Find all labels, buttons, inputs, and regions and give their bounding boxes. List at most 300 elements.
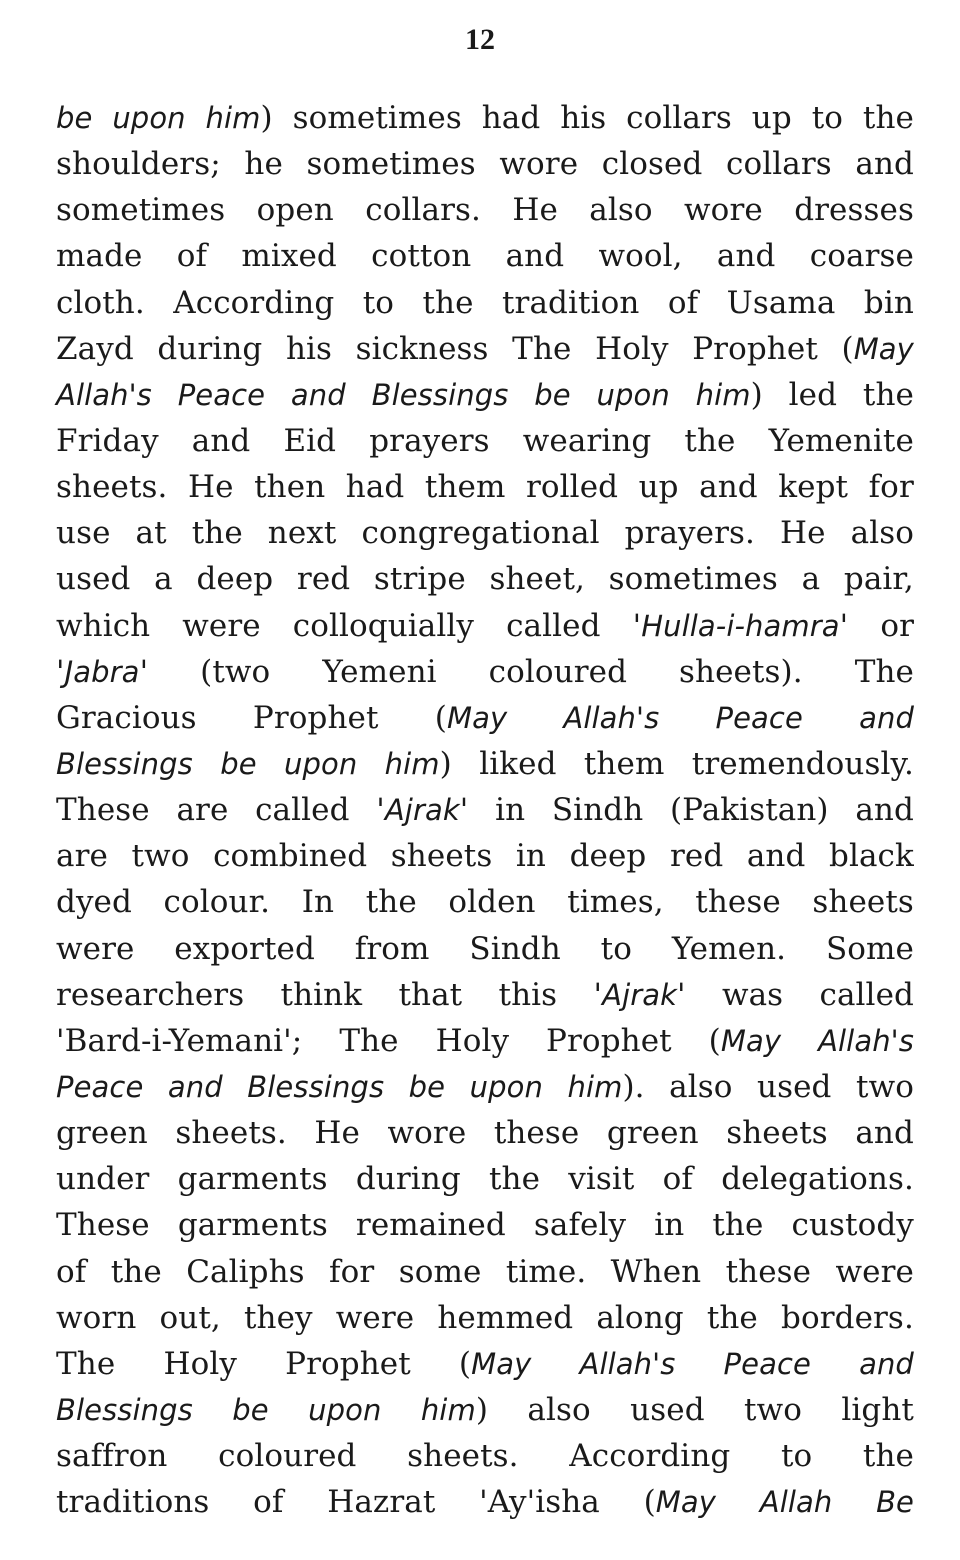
text-run: coloured — [218, 1438, 357, 1475]
text-run: closed — [601, 146, 703, 183]
word — [876, 1479, 914, 1525]
text-run: from — [354, 930, 430, 967]
text-run: called — [255, 792, 350, 829]
word — [182, 603, 260, 649]
text-line — [56, 233, 914, 279]
word — [752, 95, 792, 141]
word — [812, 95, 843, 141]
text-run: they — [243, 1299, 313, 1336]
text-run: He — [780, 515, 826, 552]
word — [495, 787, 525, 833]
text-run: custody — [791, 1207, 914, 1244]
text-run: light — [841, 1391, 914, 1428]
word — [499, 141, 578, 187]
word — [206, 95, 273, 141]
text-run: the — [191, 515, 243, 552]
text-run: congregational — [361, 515, 600, 552]
word — [437, 1295, 573, 1341]
italic-text: Blessings — [56, 1392, 193, 1427]
word — [448, 879, 535, 925]
text-run: ' — [677, 976, 686, 1013]
word — [855, 787, 914, 833]
word — [607, 1110, 699, 1156]
word — [679, 649, 803, 695]
italic-text: Ajrak — [384, 793, 460, 828]
word — [56, 1295, 136, 1341]
text-run: Holy — [163, 1345, 237, 1382]
text-run: or — [880, 607, 914, 644]
italic-text: Blessings — [371, 377, 509, 412]
text-run: were — [335, 1299, 415, 1336]
text-run: Eid — [283, 422, 337, 459]
text-run: wore — [387, 1115, 467, 1152]
word — [163, 1341, 237, 1387]
italic-text: him — [420, 1392, 476, 1427]
text-run: combined — [213, 838, 368, 875]
text-run: which — [56, 607, 151, 644]
word — [178, 1202, 328, 1248]
word — [257, 187, 334, 233]
text-run: green — [606, 1115, 699, 1152]
word — [56, 695, 197, 741]
text-line — [56, 926, 914, 972]
text-run: ) — [475, 1391, 489, 1428]
word — [322, 649, 436, 695]
word — [527, 1387, 590, 1433]
text-run: The — [339, 1022, 399, 1059]
word — [826, 926, 914, 972]
text-run: wore — [684, 192, 763, 229]
word — [489, 1156, 540, 1202]
word — [695, 879, 781, 925]
text-run: ( — [458, 1345, 472, 1382]
word — [339, 1018, 398, 1064]
text-run: olden — [448, 884, 536, 921]
word — [369, 418, 489, 464]
text-run: Yemen. — [671, 930, 787, 967]
word — [459, 1341, 531, 1387]
word — [168, 1064, 223, 1110]
word — [747, 833, 806, 879]
text-run: the — [706, 1299, 758, 1336]
word — [407, 1433, 519, 1479]
word — [626, 95, 732, 141]
text-run: The — [854, 653, 914, 690]
word — [399, 1249, 482, 1295]
word — [356, 1202, 506, 1248]
italic-text: and — [167, 1069, 223, 1104]
text-run: sheets — [726, 1115, 828, 1152]
word — [769, 418, 914, 464]
text-line — [56, 1018, 914, 1064]
word — [512, 326, 571, 372]
text-line — [56, 741, 914, 787]
word — [692, 326, 818, 372]
text-run: bin — [863, 284, 914, 321]
text-run: coarse — [809, 238, 914, 275]
word — [670, 787, 829, 833]
text-run: wearing — [522, 422, 652, 459]
text-run: times, — [567, 884, 664, 921]
word — [361, 510, 599, 556]
italic-text: upon — [112, 101, 186, 135]
word — [56, 141, 221, 187]
text-run: of — [253, 1484, 284, 1521]
text-run: and — [699, 469, 758, 506]
word — [597, 372, 670, 418]
text-run: These — [56, 1207, 150, 1244]
text-run: wore — [499, 146, 579, 183]
text-run: Holy — [435, 1022, 510, 1059]
word — [598, 233, 682, 279]
word — [639, 464, 679, 510]
text-run: also — [850, 515, 914, 552]
word — [307, 141, 476, 187]
word — [724, 1341, 811, 1387]
word — [760, 1479, 833, 1525]
word — [196, 556, 273, 602]
word — [254, 464, 325, 510]
text-run: sheets. — [407, 1438, 519, 1475]
word — [744, 1387, 802, 1433]
text-line — [56, 1064, 914, 1110]
text-run: He — [188, 469, 234, 506]
italic-text: him — [567, 1069, 623, 1104]
text-run: along — [596, 1299, 684, 1336]
word — [864, 280, 914, 326]
text-run: ' — [593, 976, 603, 1013]
word — [56, 1110, 148, 1156]
italic-text: Allah — [759, 1485, 833, 1520]
italic-text: him — [205, 101, 261, 135]
text-run: Caliphs — [186, 1253, 305, 1290]
word — [560, 95, 606, 141]
text-run: in — [515, 838, 547, 875]
text-run: up — [638, 469, 679, 506]
word — [563, 695, 659, 741]
text-run: Yemenite — [768, 422, 914, 459]
word — [192, 510, 243, 556]
text-line — [56, 649, 914, 695]
word — [157, 326, 262, 372]
word — [244, 1295, 313, 1341]
text-run: for — [329, 1253, 375, 1290]
word — [56, 926, 134, 972]
word — [374, 556, 466, 602]
text-run: had — [481, 100, 541, 136]
text-run: colour. — [163, 884, 271, 921]
body-text — [56, 95, 914, 1525]
word — [363, 280, 394, 326]
word — [836, 1249, 914, 1295]
text-run: and — [855, 792, 914, 829]
text-run: also — [669, 1068, 733, 1105]
word — [355, 926, 430, 972]
text-run: ' — [632, 607, 642, 644]
word — [56, 418, 159, 464]
text-run: ( — [434, 699, 447, 736]
word — [253, 695, 379, 741]
italic-text: upon — [308, 1392, 382, 1427]
text-run: tremendously. — [691, 745, 914, 782]
word — [178, 372, 265, 418]
italic-text: and — [859, 700, 914, 735]
word — [856, 1064, 914, 1110]
word — [855, 1110, 914, 1156]
word — [726, 1249, 812, 1295]
text-run: his — [285, 330, 333, 367]
text-run: collars. — [365, 192, 481, 229]
text-run: dyed — [56, 884, 132, 921]
text-run: Usama — [726, 284, 836, 321]
text-line — [56, 556, 914, 602]
italic-text: Blessings — [56, 746, 193, 781]
text-run: In — [301, 884, 335, 921]
text-run: green — [56, 1115, 148, 1152]
text-run: up — [751, 100, 792, 136]
italic-text: Allah's — [56, 377, 152, 412]
text-run: cloth. — [56, 284, 145, 321]
italic-text: Blessings — [247, 1069, 385, 1104]
italic-text: upon — [469, 1069, 543, 1104]
text-run: these — [695, 884, 781, 921]
word — [707, 1295, 758, 1341]
word — [863, 372, 914, 418]
word — [818, 1018, 914, 1064]
text-run: use — [56, 515, 111, 552]
text-run: think — [280, 976, 363, 1013]
italic-text: and — [290, 377, 346, 412]
text-run: two — [744, 1391, 802, 1428]
word — [778, 464, 848, 510]
text-run: for — [868, 469, 914, 506]
word — [56, 372, 152, 418]
text-line — [56, 1202, 914, 1248]
word — [644, 1479, 716, 1525]
text-run: mixed — [241, 238, 337, 275]
italic-text: May — [853, 331, 914, 366]
text-run: Some — [825, 930, 914, 967]
italic-text: Peace — [177, 377, 266, 412]
word — [376, 787, 468, 833]
text-run: Zayd — [56, 330, 134, 367]
text-line — [56, 372, 914, 418]
text-run: garments — [177, 1207, 328, 1244]
word — [696, 372, 763, 418]
text-run: under — [56, 1161, 150, 1198]
word — [654, 1202, 684, 1248]
text-run: his — [560, 100, 607, 136]
word — [722, 972, 783, 1018]
text-run: cotton — [371, 238, 472, 275]
text-run: wool, — [598, 238, 683, 275]
word — [863, 95, 914, 141]
italic-text: Peace — [723, 1346, 811, 1381]
word — [56, 464, 168, 510]
text-run: sickness — [355, 330, 489, 367]
text-run: of — [176, 238, 208, 275]
text-run: had — [345, 469, 405, 506]
word — [244, 141, 283, 187]
word — [297, 556, 350, 602]
text-run: the — [110, 1253, 162, 1290]
text-run: Gracious — [56, 699, 197, 736]
text-run: sheets — [812, 884, 914, 921]
word — [851, 510, 914, 556]
text-run: and — [855, 1115, 914, 1152]
text-run: used — [56, 561, 131, 598]
word — [580, 1341, 676, 1387]
text-run: open — [256, 192, 334, 229]
text-run: to — [811, 100, 844, 136]
word — [506, 603, 600, 649]
word — [56, 741, 193, 787]
text-line — [56, 1433, 914, 1479]
word — [56, 556, 130, 602]
text-run: during — [157, 330, 263, 367]
word — [327, 1479, 435, 1525]
word — [684, 187, 763, 233]
text-line — [56, 280, 914, 326]
word — [293, 603, 474, 649]
text-run: ) — [439, 745, 452, 782]
italic-text: May — [446, 700, 508, 735]
text-run: to — [600, 930, 632, 967]
word — [859, 1341, 914, 1387]
text-run: remained — [355, 1207, 506, 1244]
word — [692, 741, 914, 787]
italic-text: Jabra — [64, 654, 140, 689]
word — [178, 1156, 328, 1202]
italic-text: him — [384, 746, 440, 781]
text-line — [56, 326, 914, 372]
text-line — [56, 1110, 914, 1156]
word — [56, 1249, 86, 1295]
word — [841, 326, 913, 372]
text-run: ' — [376, 792, 385, 829]
word — [175, 1110, 287, 1156]
word — [435, 695, 507, 741]
word — [794, 187, 914, 233]
text-run: also — [527, 1391, 591, 1428]
word — [371, 233, 471, 279]
text-run: black — [829, 838, 914, 875]
word — [469, 926, 560, 972]
text-line — [56, 95, 914, 141]
word — [346, 464, 405, 510]
text-run: time. — [505, 1253, 587, 1290]
text-run: Prophet — [285, 1345, 411, 1382]
text-run: ' — [139, 653, 149, 690]
text-run: researchers — [56, 976, 245, 1013]
text-run: He — [314, 1115, 360, 1152]
text-run: the — [862, 1438, 914, 1475]
word — [716, 695, 803, 741]
text-run: Prophet — [692, 330, 818, 367]
text-run: made — [56, 238, 143, 275]
text-line — [56, 879, 914, 925]
word — [213, 833, 367, 879]
italic-text: May — [655, 1485, 717, 1520]
text-run: 'Bard-i-Yemani'; — [56, 1022, 303, 1059]
word — [398, 972, 462, 1018]
text-run: visit — [568, 1161, 635, 1198]
text-run: were — [182, 607, 261, 644]
word — [479, 1479, 600, 1525]
text-run: sometimes — [292, 100, 462, 136]
text-run: of — [56, 1253, 87, 1290]
word — [56, 326, 134, 372]
text-line — [56, 833, 914, 879]
text-run: Prophet — [252, 699, 379, 736]
word — [220, 741, 256, 787]
word — [56, 1387, 193, 1433]
word — [781, 1295, 914, 1341]
word — [436, 1018, 510, 1064]
text-run: (Pakistan) — [669, 792, 829, 829]
word — [111, 1249, 162, 1295]
text-line — [56, 1341, 914, 1387]
word — [489, 556, 584, 602]
word — [56, 879, 132, 925]
text-run: shoulders; — [56, 146, 221, 183]
text-line — [56, 510, 914, 556]
word — [422, 280, 473, 326]
text-line — [56, 1156, 914, 1202]
text-run: ). — [622, 1068, 645, 1105]
text-run: the — [489, 1161, 541, 1198]
word — [625, 510, 755, 556]
word — [534, 372, 570, 418]
word — [356, 1156, 461, 1202]
word — [512, 187, 558, 233]
word — [284, 741, 357, 787]
word — [855, 141, 914, 187]
italic-text: Allah's — [818, 1023, 914, 1058]
italic-text: Ajrak — [602, 977, 678, 1012]
word — [391, 833, 493, 879]
text-run: ( — [708, 1022, 721, 1059]
text-run: ' — [839, 607, 849, 644]
word — [241, 233, 336, 279]
word — [863, 1433, 914, 1479]
text-line — [56, 1387, 914, 1433]
text-run: sometimes — [306, 146, 476, 183]
text-run: dresses — [794, 192, 914, 229]
word — [372, 372, 509, 418]
italic-text: Peace — [715, 700, 803, 735]
word — [516, 833, 546, 879]
word — [285, 1341, 411, 1387]
text-line — [56, 787, 914, 833]
italic-text: Peace — [56, 1069, 144, 1104]
word — [56, 1202, 150, 1248]
text-run: Prophet — [546, 1022, 672, 1059]
word — [802, 556, 821, 602]
text-run: also — [589, 192, 653, 229]
word — [709, 1018, 781, 1064]
text-run: worn — [56, 1299, 137, 1336]
word — [792, 1202, 914, 1248]
word — [506, 1249, 586, 1295]
word — [672, 926, 786, 972]
word — [356, 326, 489, 372]
word — [56, 510, 111, 556]
italic-text: him — [695, 377, 751, 412]
text-run: a — [801, 561, 821, 598]
word — [526, 464, 618, 510]
text-run: According — [173, 284, 335, 321]
